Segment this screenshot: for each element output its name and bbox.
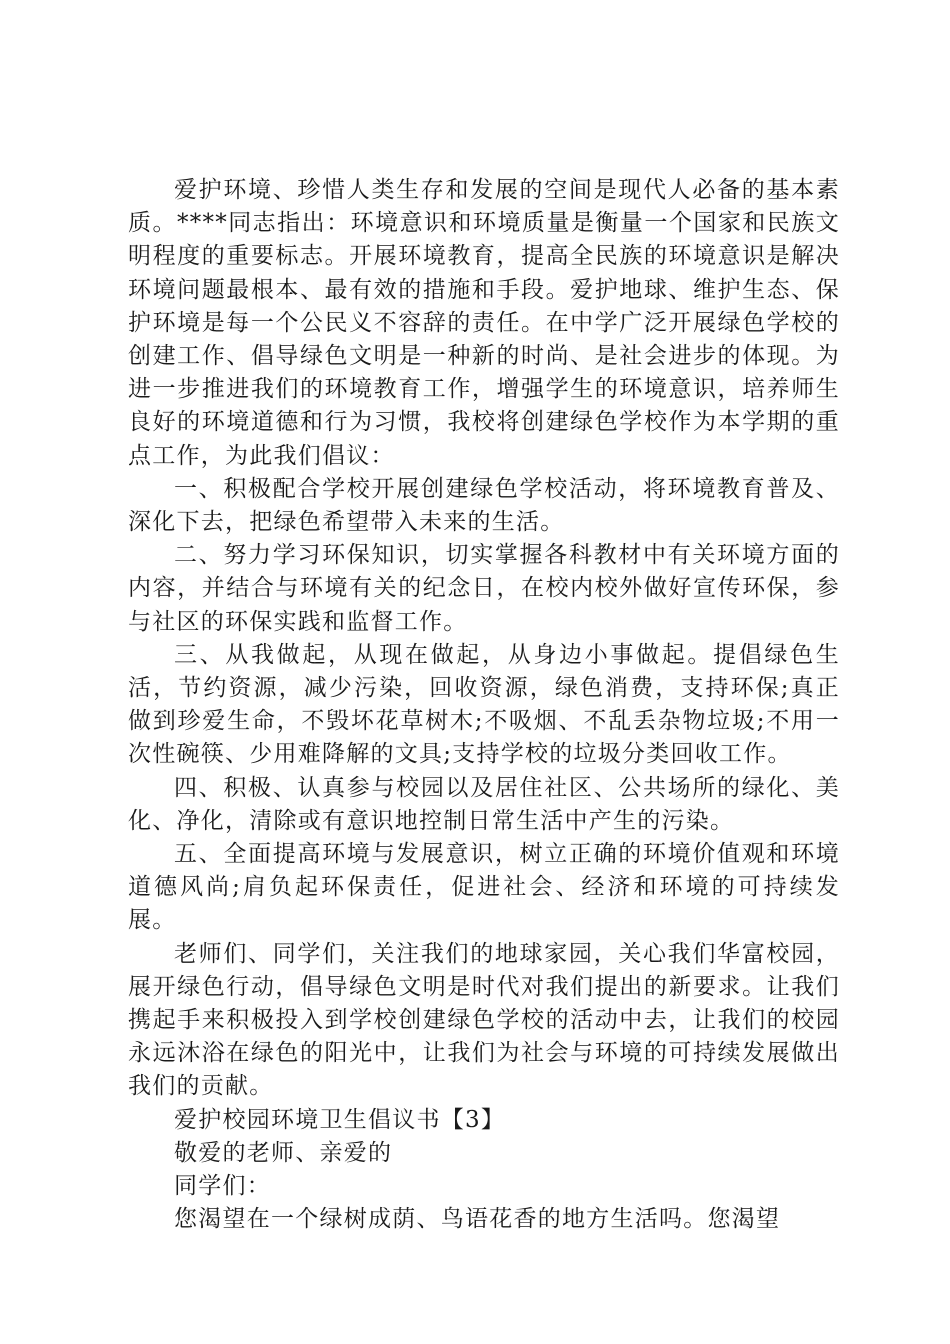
paragraph-intro: 爱护环境、珍惜人类生存和发展的空间是现代人必备的基本素质。****同志指出：环境意识和环境质量是衡量一个国家和民族文明程度的重要标志。开展环境教育，提高全民族的环境意识是解决环境问题最根本、最有效的措施和手段。爱护地球、维护生态、保护环境是每一个公民义不容辞的责任。在中学广泛开展绿色学校的创建工作、倡导绿色文明是一种新的时尚、是社会进步的体现。为进一步推进我们的环境教育工作，增强学生的环境意识，培养师生良好的环境道德和行为习惯，我校将创建绿色学校作为本学期的重点工作，为此我们倡议： — [128, 177, 840, 469]
paragraph-item-2: 二、努力学习环保知识，切实掌握各科教材中有关环境方面的内容，并结合与环境有关的纪念日，在校内校外做好宣传环保，参与社区的环保实践和监督工作。 — [128, 542, 840, 635]
section-title: 爱护校园环境卫生倡议书【3】 — [174, 1106, 506, 1133]
paragraph-item-4: 四、积极、认真参与校园以及居住社区、公共场所的绿化、美化、净化，清除或有意识地控制日常生活中产生的污染。 — [128, 774, 840, 834]
paragraph-next-section: 您渴望在一个绿树成荫、鸟语花香的地方生活吗。您渴望 — [174, 1206, 781, 1233]
document-body — [128, 174, 840, 1237]
paragraph-item-3: 三、从我做起，从现在做起，从身边小事做起。提倡绿色生活，节约资源，减少污染，回收资源，绿色消费，支持环保;真正做到珍爱生命，不毁坏花草树木;不吸烟、不乱丢杂物垃圾;不用一次性碗筷、少用难降解的文具;支持学校的垃圾分类回收工作。 — [128, 641, 840, 768]
paragraph-closing: 老师们、同学们，关注我们的地球家园，关心我们华富校园，展开绿色行动，倡导绿色文明是时代对我们提出的新要求。让我们携起手来积极投入到学校创建绿色学校的活动中去，让我们的校园永远沐浴在绿色的阳光中，让我们为社会与环境的可持续发展做出我们的贡献。 — [128, 940, 840, 1100]
paragraph-item-5: 五、全面提高环境与发展意识，树立正确的环境价值观和环境道德风尚;肩负起环保责任，促进社会、经济和环境的可持续发展。 — [128, 841, 840, 934]
salutation-line-2: 同学们： — [174, 1173, 271, 1200]
paragraph-item-1: 一、积极配合学校开展创建绿色学校活动，将环境教育普及、深化下去，把绿色希望带入未来的生活。 — [128, 475, 840, 536]
salutation-line-1: 敬爱的老师、亲爱的 — [174, 1139, 393, 1166]
